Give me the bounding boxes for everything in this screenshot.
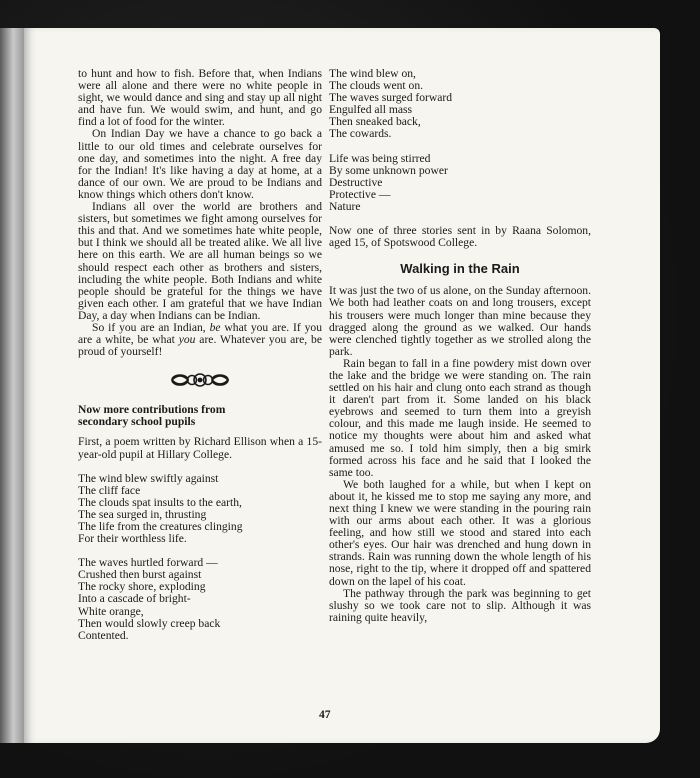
story-intro: Now one of three stories sent in by Raana Solomon, aged 15, of Spotswood College.: [329, 224, 591, 250]
poem-line: The cliff face: [78, 483, 141, 497]
poem-line: By some unknown power: [329, 163, 448, 177]
story-paragraph-1: It was just the two of us alone, on the Sunday afternoon. We both had leather coats on and long trousers, except his trousers were much longer than mine because they dragged along the ground as we walked. Our hands were clenched tightly together as we strolled along the park.: [329, 284, 591, 358]
poem-line: Nature: [329, 199, 361, 213]
right-column: [329, 68, 591, 624]
story-title: Walking in the Rain: [400, 261, 520, 277]
closing-paragraph: [78, 322, 322, 358]
poem-line: The rocky shore, exploding: [78, 580, 206, 594]
closing-part-2: what you are. If you are a white, be what: [78, 320, 322, 347]
paragraph-2: On Indian Day we have a chance to go back a little to our old times and celebrate ourselves for one day, and sometimes into the night. A free day for the Indian! It's like having a day at home, at a dance of our own. We are proud to be Indians and know things which others don't know.: [78, 127, 322, 201]
poem-line: Then sneaked back,: [329, 115, 421, 129]
poem-line: Protective —: [329, 187, 391, 201]
poem-line: Engulfed all mass: [329, 103, 413, 117]
poem-line: The clouds spat insults to the earth,: [78, 495, 242, 509]
book-page: [24, 28, 660, 743]
poem-stanza-3: [329, 68, 591, 141]
poem-line: Crushed then burst against: [78, 568, 202, 582]
story-paragraph-4: The pathway through the park was beginning to get slushy so we took care not to slip. Although it was raining quite heavily,: [329, 586, 591, 624]
left-column: [78, 68, 322, 642]
closing-emphasis-1: be: [209, 320, 221, 334]
paragraph-3: Indians all over the world are brothers and sisters, but sometimes we fight among ourselves for this and that. And we sometimes hate white people, but I think we should all be treated alike. We all live here on this earth. We are all human beings so we should respect each other as brothers and sisters, including the white people. Both Indians and white people should be grateful for the things we have given each other. I am grateful that we have Indian Day, a day when Indians can be Indian.: [78, 200, 322, 322]
poem-line: White orange,: [78, 604, 144, 618]
poem-line: For their worthless life.: [78, 532, 187, 546]
poem-line: Life was being stirred: [329, 151, 431, 165]
decorative-ornament-icon: [78, 370, 322, 390]
closing-part-3: are. Whatever you are, be proud of yourself!: [78, 333, 322, 359]
poem-line: The cowards.: [329, 127, 392, 141]
poem-line: Destructive: [329, 175, 383, 189]
poem-line: Into a cascade of bright-: [78, 592, 191, 606]
poem-line: Then would slowly creep back: [78, 616, 221, 630]
page-number: 47: [319, 708, 331, 721]
poem-line: The life from the creatures clinging: [78, 520, 243, 533]
book-spine: [0, 28, 24, 743]
closing-part-1: So if you are an Indian,: [92, 320, 210, 334]
poem-line: The waves surged forward: [329, 91, 453, 105]
poem-line: The waves hurtled forward —: [78, 556, 218, 570]
poem-stanza-1: [78, 473, 322, 546]
poem-line: The wind blew swiftly against: [78, 471, 219, 485]
poem-line: The wind blew on,: [329, 67, 416, 80]
poem-line: The clouds went on.: [329, 79, 424, 93]
paragraph-1: to hunt and how to fish. Before that, when Indians were all alone and there were no white people in sight, we would dance and sing and stay up all night and have fun. We would swim, and hunt, and go find a lot of food for the winter.: [78, 67, 322, 129]
poem-stanza-4: [329, 153, 591, 213]
poem-line: The sea surged in, thrusting: [78, 507, 207, 521]
poem-stanza-2: [78, 557, 322, 642]
section-heading-line-1: Now more contributions from: [78, 403, 226, 417]
poem-line: Contented.: [78, 628, 129, 642]
poem-intro: First, a poem written by Richard Ellison when a 15-year-old pupil at Hillary College.: [78, 435, 322, 461]
closing-emphasis-2: you: [178, 333, 196, 347]
section-heading-line-2: secondary school pupils: [78, 415, 196, 429]
story-paragraph-3: We both laughed for a while, but when I kept on about it, he kissed me to stop me saying any more, and next thing I knew we were standing in the pouring rain with our arms about each other. It was a glorious feeling, and how still we stood and stared into each other's eyes. Our hair was drenched and hung down in strands. Rain was running down the whole length of his nose, right to the tip, where it dropped off and spattered down on the lapel of his coat.: [329, 477, 591, 588]
story-paragraph-2: Rain began to fall in a fine powdery mist down over the lake and the bridge we were standing on. The rain settled on his hair and clung onto each strand as though it daren't part from it. Some landed on his black eyebrows and seemed to turn them into a greyish colour, and this made me laugh inside. He seemed to notice my thoughts were about him and asked what amused me so. I told him simply, then a big smirk formed across his face and he said that I looked the same too.: [329, 356, 591, 479]
